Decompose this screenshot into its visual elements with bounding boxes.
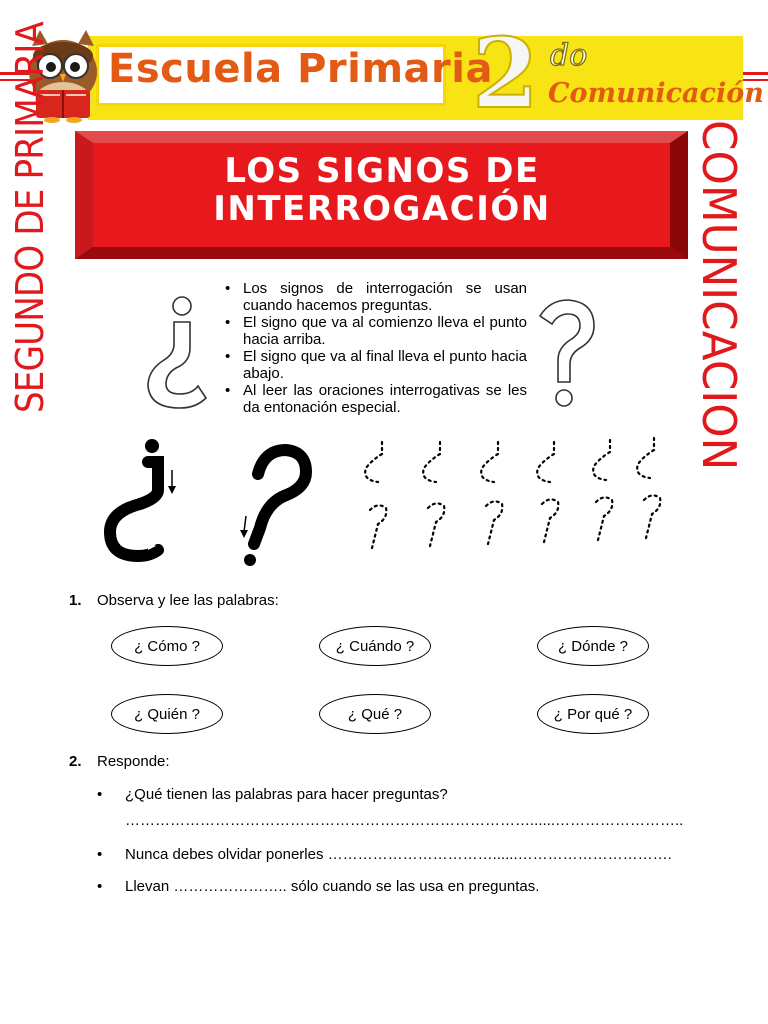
rule-item: • El signo que va al final lleva el punto hacia abajo. bbox=[225, 348, 527, 382]
side-text-left: SEGUNDO DE PRIMARIA bbox=[8, 22, 52, 413]
question-2-text: Responde: bbox=[97, 753, 170, 770]
dotted-closing-marks bbox=[370, 495, 660, 548]
subject-title: Comunicación bbox=[548, 78, 764, 109]
answer-line-1[interactable]: ………………………………………………………………………......…………………….. bbox=[125, 812, 684, 829]
question-1-number: 1. bbox=[69, 592, 82, 609]
word-oval-cuando: ¿ Cuándo ? bbox=[319, 626, 431, 666]
answer-prompt-2[interactable]: Nunca debes olvidar ponerles ……………………………......…………………………. bbox=[125, 846, 672, 863]
stroke-order-opening-mark-icon bbox=[110, 439, 176, 556]
answer-bullet: • bbox=[97, 878, 103, 895]
rule-item: • El signo que va al comienzo lleva el punto hacia arriba. bbox=[225, 314, 527, 348]
tracing-practice-illustration bbox=[88, 432, 673, 572]
answer-prompt-1: ¿Qué tienen las palabras para hacer preguntas? bbox=[125, 786, 448, 803]
banner-title-line1: LOS SIGNOS DE bbox=[224, 151, 540, 191]
rule-item: • Los signos de interrogación se usan cuando hacemos preguntas. bbox=[225, 280, 527, 314]
answer-bullet: • bbox=[97, 786, 103, 803]
dotted-opening-marks bbox=[365, 438, 654, 482]
word-oval-como: ¿ Cómo ? bbox=[111, 626, 223, 666]
answer-prompt-3[interactable]: Llevan ………………….. sólo cuando se las usa en preguntas. bbox=[125, 878, 540, 895]
stroke-order-closing-mark-icon bbox=[240, 450, 306, 566]
grade-number: 2 bbox=[472, 17, 539, 130]
rules-list bbox=[225, 280, 527, 416]
question-1-text: Observa y lee las palabras: bbox=[97, 592, 279, 609]
word-oval-quien: ¿ Quién ? bbox=[111, 694, 223, 734]
answer-bullet: • bbox=[97, 846, 103, 863]
grade-suffix: do bbox=[550, 38, 588, 73]
banner-title-line2: INTERROGACIÓN bbox=[213, 189, 551, 229]
school-title: Escuela Primaria bbox=[108, 46, 493, 92]
rule-item: • Al leer las oraciones interrogativas se les da entonación especial. bbox=[225, 382, 527, 416]
question-2-number: 2. bbox=[69, 753, 82, 770]
opening-question-mark-outline-icon bbox=[140, 290, 210, 410]
side-text-right: COMUNICACION bbox=[692, 120, 746, 471]
word-oval-que: ¿ Qué ? bbox=[319, 694, 431, 734]
word-oval-por-que: ¿ Por qué ? bbox=[537, 694, 649, 734]
word-oval-donde: ¿ Dónde ? bbox=[537, 626, 649, 666]
closing-question-mark-outline-icon bbox=[536, 298, 598, 410]
banner-title bbox=[93, 152, 671, 228]
